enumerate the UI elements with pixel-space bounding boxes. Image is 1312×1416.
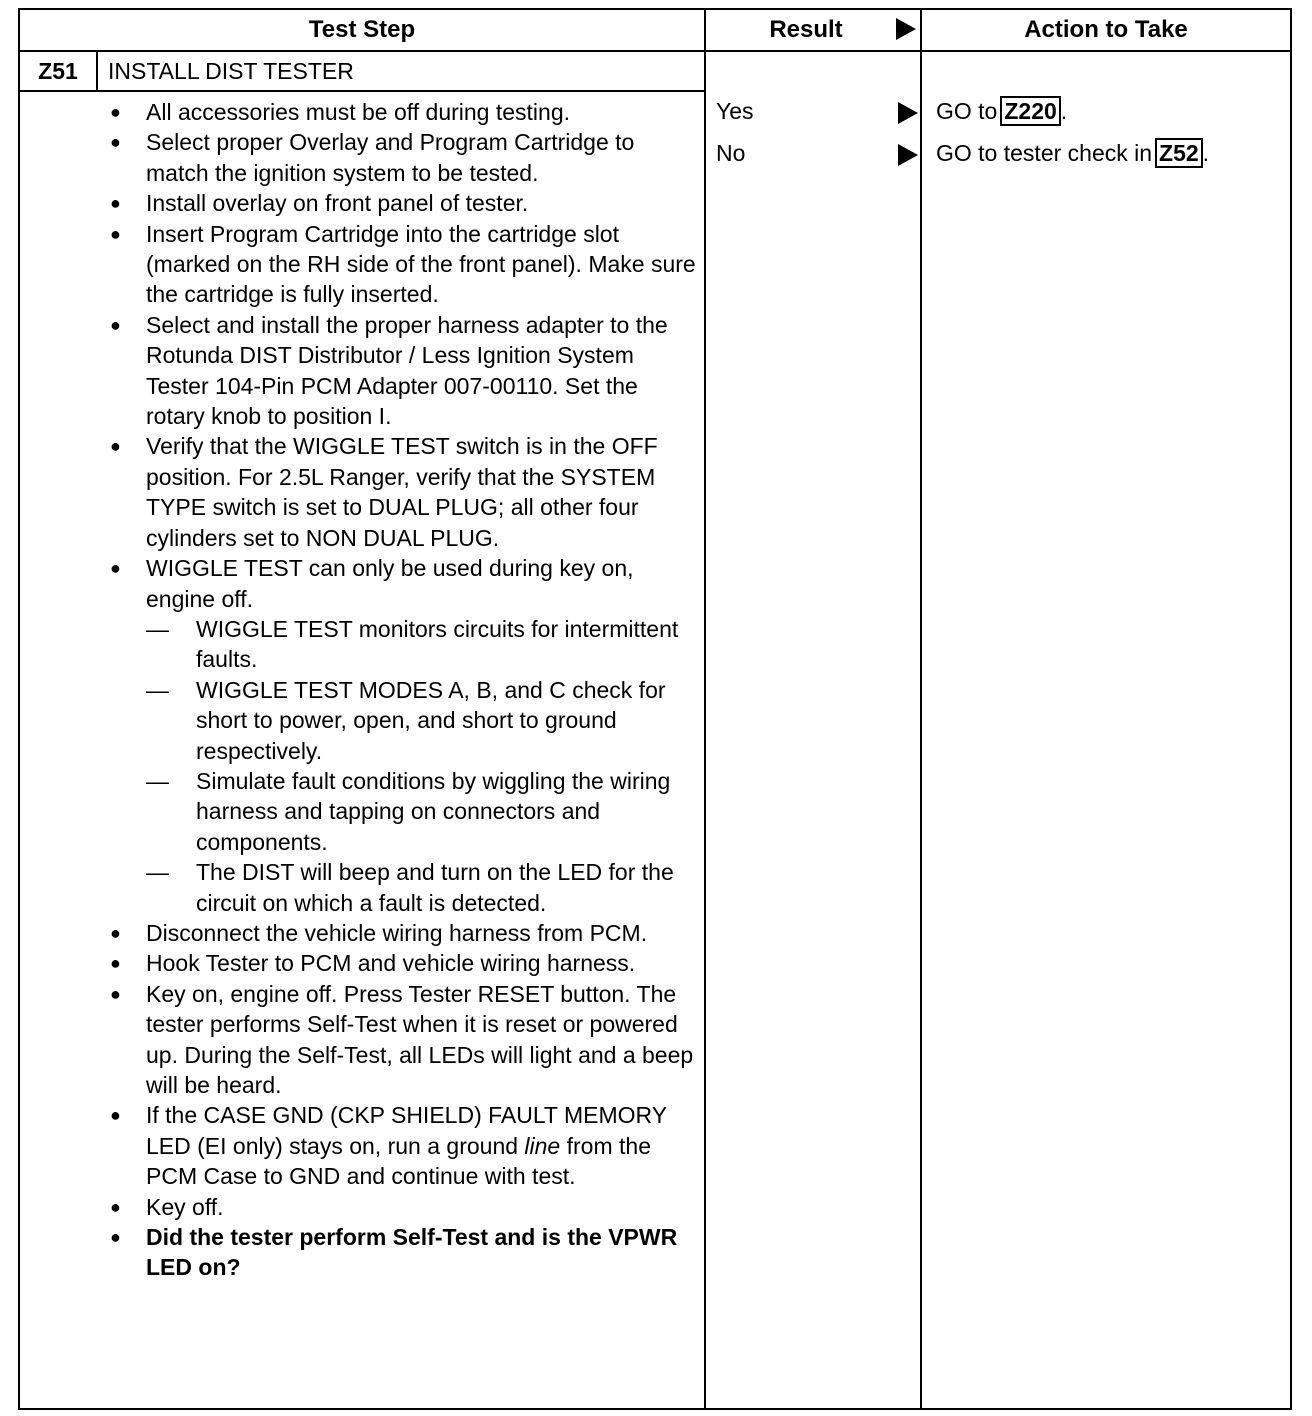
- table-right-border: [1290, 8, 1292, 1410]
- result-no-arrow-icon: [898, 144, 918, 166]
- list-item: ● Hook Tester to PCM and vehicle wiring harness.: [96, 948, 696, 978]
- list-item: ● Verify that the WIGGLE TEST switch is in the OFF position. For 2.5L Ranger, verify that the SYSTEM TYPE switch is set to DUAL PLUG; all other four cylinders set to NON DUAL PLUG.: [96, 431, 696, 553]
- list-item: ● Install overlay on front panel of tester.: [96, 188, 696, 218]
- sub-list-item: — WIGGLE TEST monitors circuits for intermittent faults.: [146, 614, 696, 675]
- step-reference-z52[interactable]: Z52: [1155, 138, 1203, 168]
- list-item: ● Insert Program Cartridge into the cartridge slot (marked on the RH side of the front panel). Make sure the cartridge is fully inserted.: [96, 219, 696, 310]
- action-yes: GO to Z220 .: [936, 98, 1068, 124]
- result-no: No: [716, 140, 746, 166]
- sub-list-item: — The DIST will beep and turn on the LED for the circuit on which a fault is detected.: [146, 857, 696, 918]
- list-item: ● WIGGLE TEST can only be used during key on, engine off. — WIGGLE TEST monitors circuits for intermittent faults. — WIGGLE TEST MODES A, B, and C check for short to power, open, and short to ground respectively. — Simulate fault conditions by wiggling the wiring harness and tapping on connectors and components. — The DIST will beep and turn on the LED for the circuit on which a fault is detected.: [96, 553, 696, 918]
- list-item: ● If the CASE GND (CKP SHIELD) FAULT MEMORY LED (EI only) stays on, run a ground line from the PCM Case to GND and continue with test.: [96, 1100, 696, 1191]
- header-test-step: Test Step: [308, 16, 416, 43]
- sub-list-item: — Simulate fault conditions by wiggling the wiring harness and tapping on connectors and components.: [146, 766, 696, 857]
- header-result: Result: [769, 16, 843, 43]
- action-no: GO to tester check in Z52 .: [936, 140, 1210, 166]
- header-arrow-icon: [896, 18, 916, 40]
- list-item: ● Disconnect the vehicle wiring harness from PCM.: [96, 918, 696, 948]
- result-yes: Yes: [716, 98, 754, 124]
- list-item: ● Key off.: [96, 1192, 696, 1222]
- list-item: ● Did the tester perform Self-Test and is the VPWR LED on?: [96, 1222, 696, 1283]
- result-column-divider: [704, 8, 706, 1410]
- wiggle-test-notes: [146, 614, 696, 918]
- list-item: ● All accessories must be off during testing.: [96, 97, 696, 127]
- list-item: ● Select proper Overlay and Program Cartridge to match the ignition system to be tested.: [96, 127, 696, 188]
- list-item: ● Select and install the proper harness adapter to the Rotunda DIST Distributor / Less Ignition System Tester 104-Pin PCM Adapter 007-00110. Set the rotary knob to position I.: [96, 310, 696, 432]
- table-left-border: [18, 8, 20, 1410]
- header-action: Action to Take: [1024, 16, 1188, 43]
- list-item: ● Key on, engine off. Press Tester RESET button. The tester performs Self-Test when it is reset or powered up. During the Self-Test, all LEDs will light and a beep will be heard.: [96, 979, 696, 1101]
- step-reference-z220[interactable]: Z220: [1000, 96, 1060, 126]
- step-title-bottom-border: [18, 90, 704, 92]
- action-column-divider: [920, 8, 922, 1410]
- step-instructions: [96, 97, 696, 1283]
- sub-list-item: — WIGGLE TEST MODES A, B, and C check for short to power, open, and short to ground respectively.: [146, 675, 696, 766]
- step-title: INSTALL DIST TESTER: [108, 58, 354, 84]
- step-code-divider: [96, 50, 98, 92]
- result-yes-arrow-icon: [898, 102, 918, 124]
- step-code: Z51: [38, 58, 78, 84]
- table-bottom-border: [18, 1408, 1292, 1410]
